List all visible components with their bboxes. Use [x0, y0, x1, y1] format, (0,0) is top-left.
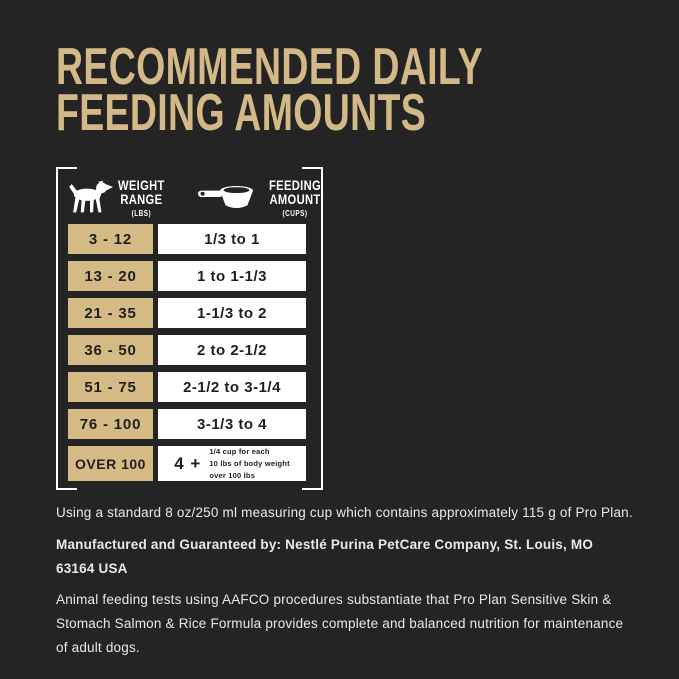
- feeding-table-rows: [68, 224, 306, 481]
- dog-icon: [67, 179, 113, 215]
- table-header: [67, 177, 322, 218]
- weight-unit-label: (LBS): [131, 209, 152, 218]
- measuring-cup-note: Using a standard 8 oz/250 ml measuring cup which contains approximately 115 g of Pro Plan.: [56, 505, 633, 520]
- title-line2: FEEDING AMOUNTS: [56, 84, 427, 142]
- weight-label-line2: RANGE: [120, 191, 163, 207]
- title-line1: RECOMMENDED DAILY: [56, 38, 484, 96]
- weight-cell: 51 - 75: [68, 372, 153, 402]
- weight-range-label: [118, 178, 165, 218]
- table-row: [68, 224, 306, 254]
- weight-label-line1: WEIGHT: [118, 177, 165, 193]
- amount-main: 4 +: [174, 453, 202, 473]
- feeding-amount-label: [269, 178, 321, 218]
- weight-cell: 3 - 12: [68, 224, 153, 254]
- amount-cell: 2 to 2-1/2: [158, 335, 306, 365]
- weight-cell: 76 - 100: [68, 409, 153, 439]
- footer-notes: [56, 501, 634, 660]
- amount-cell: 2-1/2 to 3-1/4: [158, 372, 306, 402]
- frame-corner-bottom-left: [56, 488, 77, 490]
- weight-cell: 21 - 35: [68, 298, 153, 328]
- weight-range-header: [67, 177, 176, 218]
- weight-cell: 36 - 50: [68, 335, 153, 365]
- feeding-table-card: [56, 167, 323, 490]
- amount-cell: 3-1/3 to 4: [158, 409, 306, 439]
- amount-cell: 1 to 1-1/3: [158, 261, 306, 291]
- table-row-over-100: [68, 446, 306, 481]
- amount-note-line2: 10 lbs of body weight: [209, 458, 290, 468]
- amount-note-line3: over 100 lbs: [209, 470, 256, 480]
- table-row: [68, 298, 306, 328]
- amount-note: [209, 446, 289, 482]
- aafco-note: Animal feeding tests using AAFCO procedures substantiate that Pro Plan Sensitive Skin & Stomach Salmon & Rice Formula provides complete and balanced nutrition for maintenance of adult dogs.: [56, 592, 624, 655]
- feeding-label-line2: AMOUNT: [269, 191, 321, 207]
- feeding-amount-header: [198, 177, 334, 218]
- frame-corner-bottom-right: [302, 488, 323, 490]
- measuring-cup-icon: [198, 183, 264, 211]
- frame-corner-top-left: [56, 167, 77, 169]
- page-title: [56, 38, 484, 142]
- weight-cell: OVER 100: [68, 446, 153, 481]
- table-row: [68, 261, 306, 291]
- amount-cell: [158, 446, 306, 481]
- frame-left: [56, 167, 58, 490]
- feeding-unit-label: (CUPS): [282, 209, 308, 218]
- manufacturer-note: Manufactured and Guaranteed by: Nestlé Purina PetCare Company, St. Louis, MO 63164 USA: [56, 537, 594, 576]
- frame-corner-top-right: [302, 167, 323, 169]
- amount-cell: 1-1/3 to 2: [158, 298, 306, 328]
- table-row: [68, 372, 306, 402]
- feeding-label-line1: FEEDING: [269, 177, 322, 193]
- amount-note-line1: 1/4 cup for each: [209, 446, 270, 456]
- table-row: [68, 409, 306, 439]
- amount-cell: 1/3 to 1: [158, 224, 306, 254]
- table-row: [68, 335, 306, 365]
- weight-cell: 13 - 20: [68, 261, 153, 291]
